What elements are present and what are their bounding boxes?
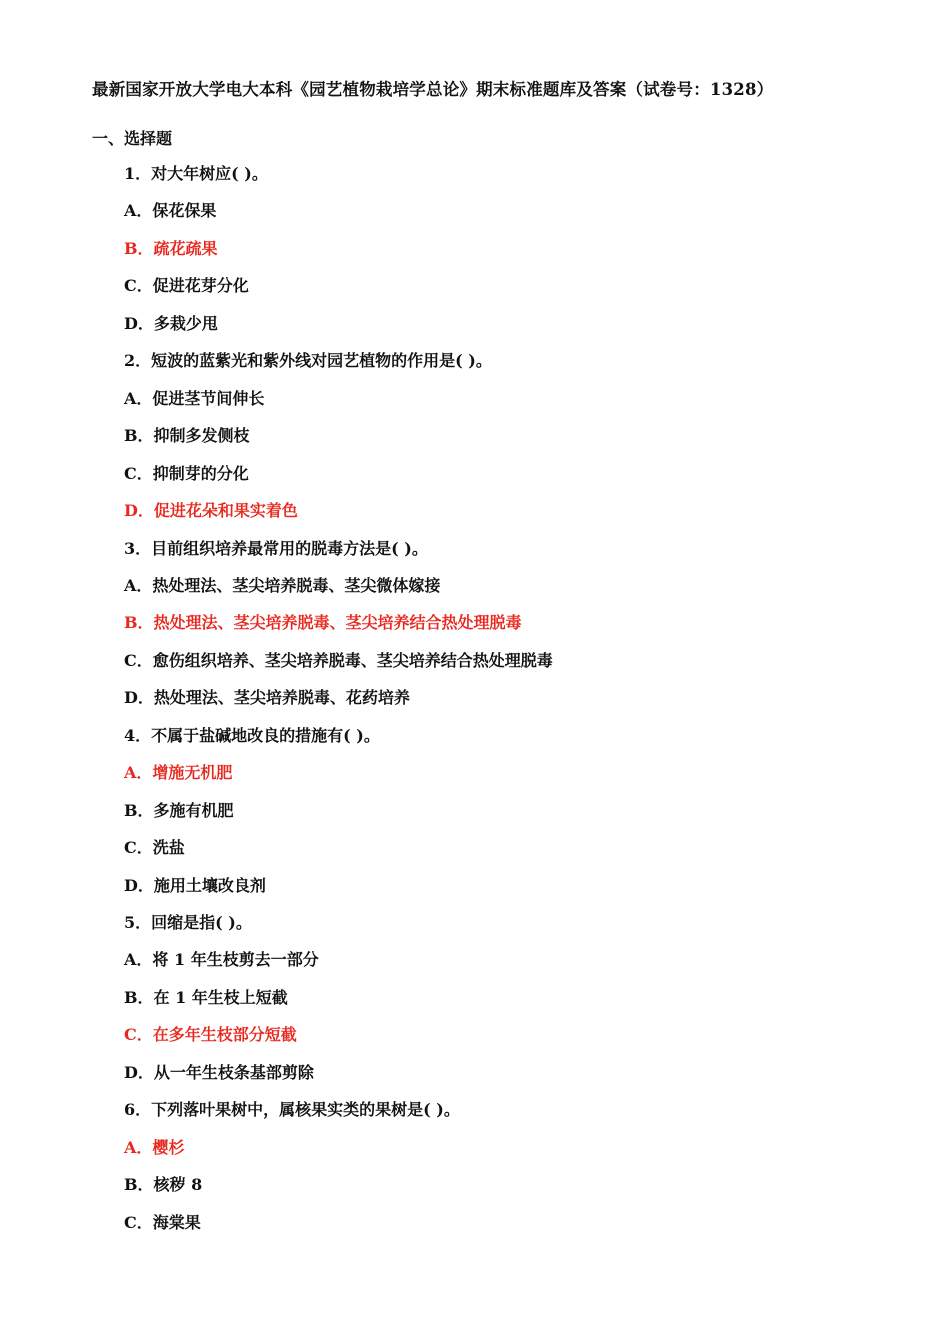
option-text: B．在 1 年生枝上短截 <box>124 987 288 1007</box>
question-text: 5．回缩是指( )。 <box>124 913 252 932</box>
section-heading: 一、选择题 <box>92 129 173 148</box>
option-text: D．热处理法、茎尖培养脱毒、花药培养 <box>124 688 410 708</box>
option-text: C．抑制芽的分化 <box>124 463 249 483</box>
option-text: C．愈伤组织培养、茎尖培养脱毒、茎尖培养结合热处理脱毒 <box>124 650 553 670</box>
correct-option: C．在多年生枝部分短截 <box>124 1025 297 1045</box>
option-text: A．促进茎节间伸长 <box>124 388 265 408</box>
correct-option: D．促进花朵和果实着色 <box>124 501 298 521</box>
question-text: 6．下列落叶果树中，属核果实类的果树是( )。 <box>124 1100 460 1120</box>
option-text: D．施用土壤改良剂 <box>124 875 266 895</box>
option-text: B．核秽 8 <box>124 1175 203 1195</box>
correct-option: A．樱杉 <box>124 1137 185 1157</box>
option-text: A．将 1 年生枝剪去一部分 <box>124 950 319 970</box>
correct-option: B．疏花疏果 <box>124 238 218 258</box>
option-text: C．海棠果 <box>124 1212 201 1232</box>
option-text: B．多施有机肥 <box>124 800 234 820</box>
correct-option: B．热处理法、茎尖培养脱毒、茎尖培养结合热处理脱毒 <box>124 613 522 633</box>
document-title: 最新国家开放大学电大本科《园艺植物栽培学总论》期末标准题库及答案（试卷号：1328） <box>92 80 774 99</box>
option-text: D．多栽少甩 <box>124 313 218 333</box>
correct-option: A．增施无机肥 <box>124 763 233 783</box>
question-text: 4．不属于盐碱地改良的措施有( )。 <box>124 725 380 745</box>
option-text: C．洗盐 <box>124 838 185 858</box>
option-text: A．保花保果 <box>124 201 217 221</box>
option-text: D．从一年生枝条基部剪除 <box>124 1062 314 1082</box>
option-text: C．促进花芽分化 <box>124 276 249 296</box>
question-text: 1．对大年树应( )。 <box>124 164 268 183</box>
question-text: 2．短波的蓝紫光和紫外线对园艺植物的作用是( )。 <box>124 351 492 371</box>
option-text: A．热处理法、茎尖培养脱毒、茎尖微体嫁接 <box>124 575 441 595</box>
question-text: 3．目前组织培养最常用的脱毒方法是( )。 <box>124 538 428 558</box>
option-text: B．抑制多发侧枝 <box>124 426 250 446</box>
